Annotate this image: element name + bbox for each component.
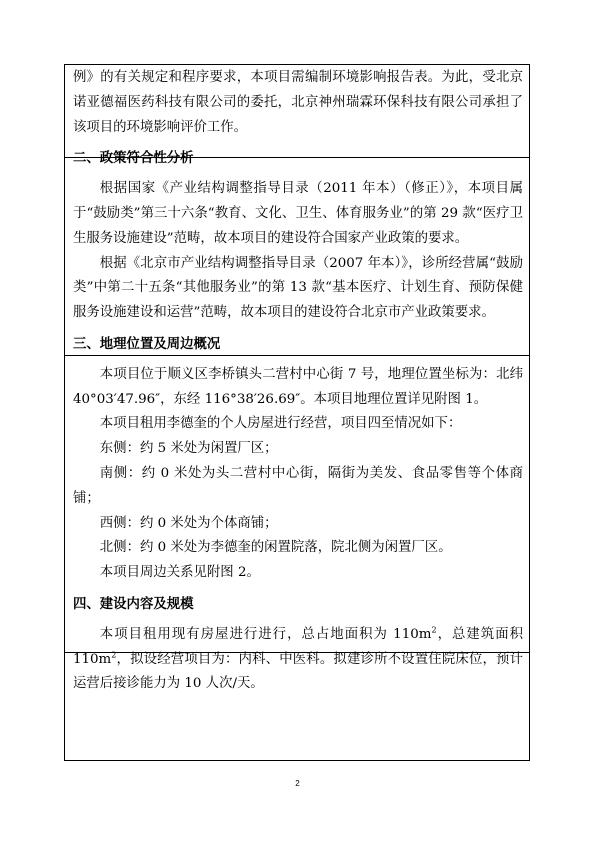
surroundings-east: 东侧：约 5 米处为闲置厂区； <box>99 441 278 457</box>
policy-paragraph-national: 根据国家《产业结构调整指导目录（2011 年本）（修正）》，本项目属于“鼓励类”第三十六条“教育、文化、卫生、体育服务业”的第 29 款“医疗卫生服务设施建设”范畴，故本项目的建设符合国家产业政策的要求。 <box>73 181 523 246</box>
section-heading-scope: 四、建设内容及规模 <box>73 595 194 612</box>
policy-paragraph-beijing: 根据《北京市产业结构调整指导目录（2007 年本）》，诊所经营属“鼓励类”中第二十五条“其他服务业”的第 13 款“基本医疗、计划生育、预防保健服务设施建设和运营”范畴，故本项目的建设符合北京市产业政策要求。 <box>73 255 523 321</box>
page-number: 2 <box>295 779 300 788</box>
document-body <box>73 66 523 697</box>
section-heading-location: 三、地理位置及周边概况 <box>73 335 221 352</box>
scope-paragraph: 本项目租用现有房屋进行进行，总占地面积为 $110m^2$，总建筑面积 $110m^2$，拟设经营项目为：内科、中医科。拟建诊所不设置住院床位，预计运营后接诊能力为 10 人次/天。 <box>73 625 523 692</box>
intro-paragraph: 例》的有关规定和程序要求，本项目需编制环境影响报告表。为此，受北京诺亚德福医药科技有限公司的委托，北京神州瑞霖环保科技有限公司承担了该项目的环境影响评价工作。 <box>73 70 523 135</box>
surroundings-intro: 本项目租用李德奎的个人房屋进行经营，项目四至情况如下： <box>99 416 462 432</box>
location-paragraph: 本项目位于顺义区李桥镇头二营村中心街 7 号，地理位置坐标为：北纬 40°03′47.96″，东经 116°38′26.69″。本项目地理位置详见附图 1。 <box>73 366 523 407</box>
surroundings-west: 西侧：约 0 米处为个体商铺； <box>99 515 278 531</box>
surroundings-north: 北侧：约 0 米处为李德奎的闲置院落，院北侧为闲置厂区。 <box>99 540 452 556</box>
section-heading-policy: 二、政策符合性分析 <box>73 150 194 167</box>
surroundings-figure-ref: 本项目周边关系见附图 2。 <box>99 565 260 581</box>
surroundings-south: 南侧：约 0 米处为头二营村中心街，隔街为美发、食品零售等个体商铺； <box>73 465 523 506</box>
